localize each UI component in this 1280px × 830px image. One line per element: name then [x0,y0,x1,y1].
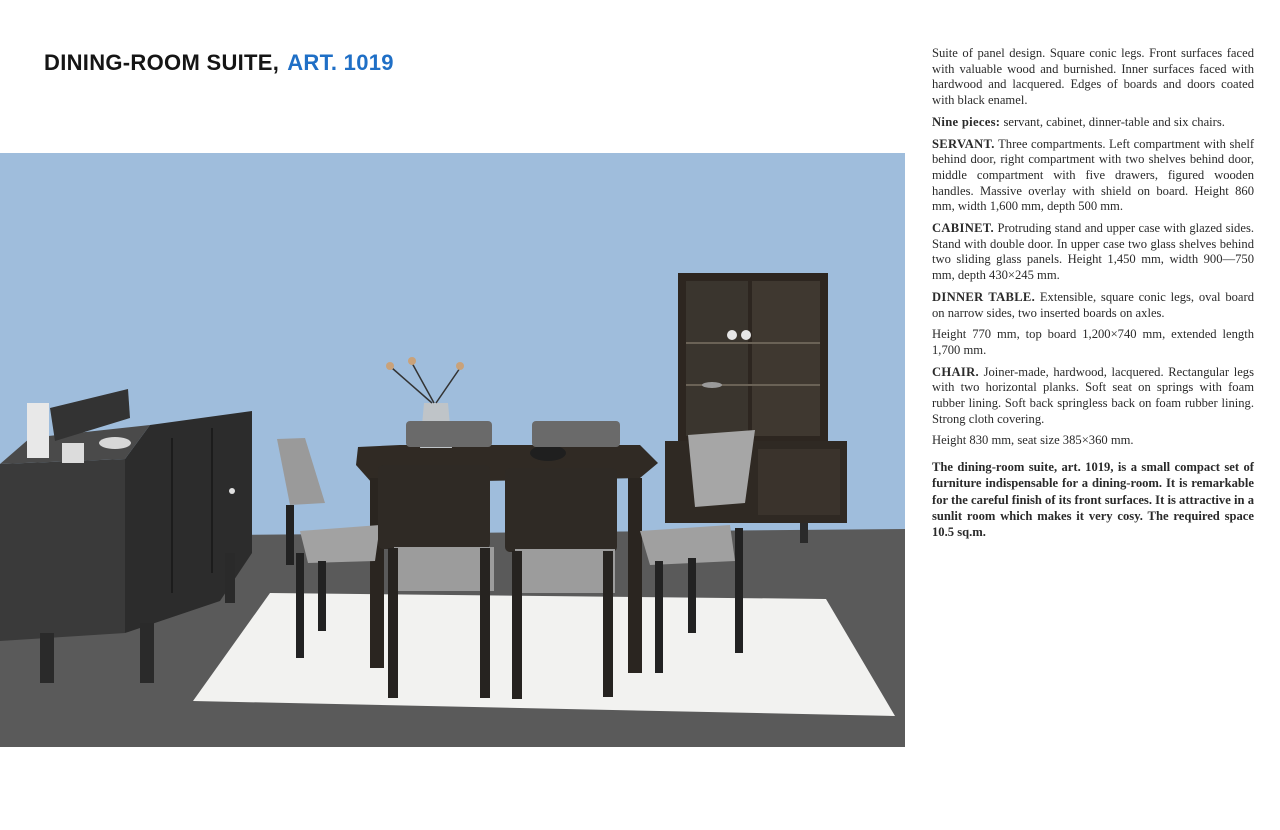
pieces-text: servant, cabinet, dinner-table and six chairs. [1003,114,1225,129]
closing-paragraph: The dining-room suite, art. 1019, is a small compact set of furniture indispensable for a dining-room. It is remarkable for the careful finish of its front surfaces. It is attractive in a sunlit room which makes it very cosy. The required space 10.5 sq.m. [932,460,1254,539]
intro-paragraph: Suite of panel design. Square conic legs. Front surfaces faced with valuable wood and burnished. Inner surfaces faced with hardwood and lacquered. Edges of boards and doors coated with black enamel. [932,46,1254,108]
cabinet-paragraph [932,221,1254,284]
servant-text: Three compartments. Left compartment with shelf behind door, right compartment with two shelves behind door, middle compartment with five drawers, figured wooden handles. Massive overlay with shield on board. Height 860 mm, width 1,600 mm, depth 500 mm. [932,136,1255,214]
photo-cabinet [665,273,847,543]
chair-dimensions: Height 830 mm, seat size 385×360 mm. [932,433,1134,448]
pieces-paragraph [932,115,1254,131]
table-paragraph [932,290,1254,321]
table-dimensions: Height 770 mm, top board 1,200×740 mm, extended length 1,700 mm. [932,327,1254,357]
title-article-number: ART. 1019 [287,50,394,75]
description-column [932,46,1254,546]
title-main: DINING-ROOM SUITE, [44,50,280,75]
furniture-photo [0,153,905,747]
table-label: DINNER TABLE. [932,289,1036,304]
chair-text: Joiner-made, hardwood, lacquered. Rectangular legs with two horizontal planks. Soft seat on springs with foam rubber lining. Soft back springless back on foam rubber lining. Strong cloth covering. [932,364,1254,426]
chair-label: CHAIR. [932,364,979,379]
page-title [44,50,394,76]
table-text: Extensible, square conic legs, oval board on narrow sides, two inserted boards on axles. [932,289,1254,320]
cabinet-text: Protruding stand and upper case with glazed sides. Stand with double door. In upper case two glass shelves behind two sliding glass panels. Height 1,450 mm, width 900—750 mm, depth 430×245 mm. [932,221,1254,283]
pieces-label: Nine pieces: [932,114,1001,129]
chair-paragraph [932,365,1254,428]
servant-paragraph [932,137,1254,216]
cabinet-label: CABINET. [932,221,994,236]
servant-label: SERVANT. [932,136,995,151]
